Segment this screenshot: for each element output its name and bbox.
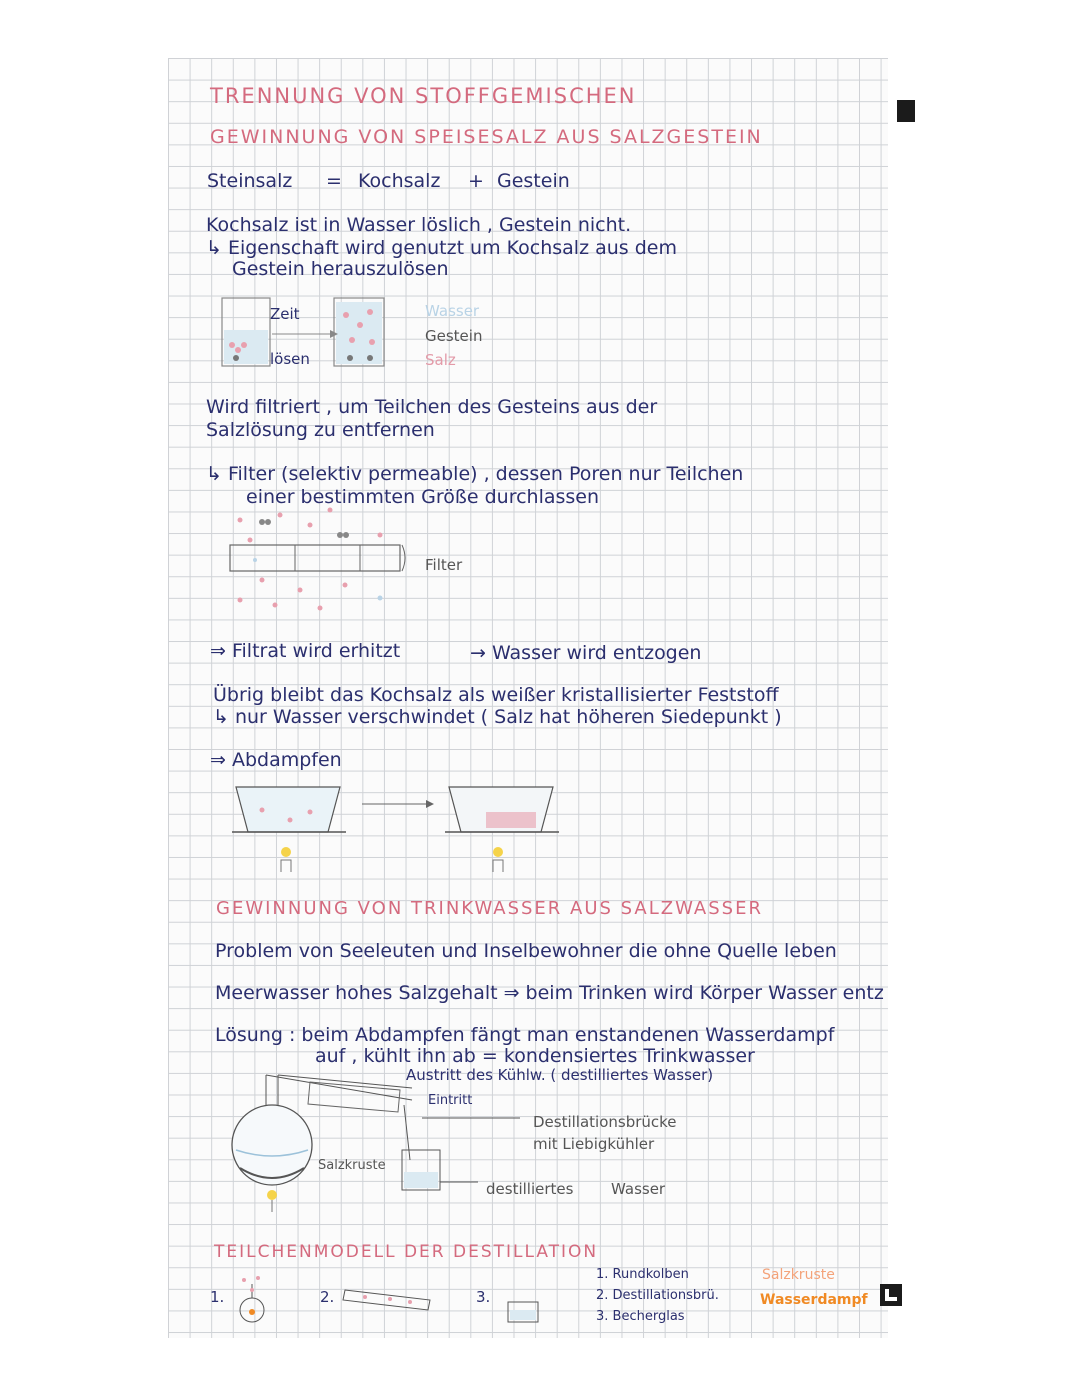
- formula-eq: =: [326, 170, 342, 192]
- filter-label: Filter: [425, 556, 463, 574]
- bruecke-label-1: Destillationsbrücke: [533, 1113, 677, 1131]
- step-3-label: 3.: [476, 1288, 491, 1306]
- formula-lhs: Steinsalz: [207, 170, 293, 192]
- text-line: Wird filtriert , um Teilchen des Gesteins aus der: [206, 396, 658, 418]
- formula-plus: +: [468, 170, 484, 192]
- step-2-label: 2.: [320, 1288, 335, 1306]
- text-line: auf , kühlt ihn ab = kondensiertes Trinkwasser: [315, 1045, 755, 1067]
- text-line: ⇒ Filtrat wird erhitzt: [210, 640, 401, 662]
- text-line: → Wasser wird entzogen: [470, 642, 702, 664]
- text-line: Übrig bleibt das Kochsalz als weißer kristallisierter Feststoff: [213, 684, 779, 706]
- text-line: Gestein herauszulösen: [232, 258, 449, 280]
- section2-heading: GEWINNUNG VON TRINKWASSER AUS SALZWASSER: [216, 898, 763, 919]
- key-salzkruste: Salzkruste: [762, 1267, 835, 1283]
- text-line: Lösung : beim Abdampfen fängt man enstandenen Wasserdampf: [215, 1024, 835, 1046]
- section3-heading: TEILCHENMODELL DER DESTILLATION: [214, 1242, 599, 1262]
- legend-item-3: 3. Becherglas: [596, 1309, 685, 1324]
- legend-wasser: Wasser: [425, 302, 480, 320]
- text-line: ↳ nur Wasser verschwindet ( Salz hat höheren Siedepunkt ): [213, 706, 782, 728]
- text-line: ↳ Filter (selektiv permeable) , dessen Poren nur Teilchen: [206, 463, 744, 485]
- legend-item-1: 1. Rundkolben: [596, 1267, 689, 1282]
- formula-rhs2: Gestein: [497, 170, 570, 192]
- text-line: Kochsalz ist in Wasser löslich , Gestein nicht.: [206, 214, 632, 236]
- text-line: Problem von Seeleuten und Inselbewohner die ohne Quelle leben: [215, 940, 837, 962]
- salzkruste-label: Salzkruste: [318, 1158, 386, 1173]
- abdampfen-label: ⇒ Abdampfen: [210, 749, 342, 771]
- page-title: TRENNUNG VON STOFFGEMISCHEN: [210, 84, 637, 108]
- loesen-label: lösen: [270, 350, 310, 368]
- text-line: Salzlösung zu entfernen: [206, 419, 435, 441]
- legend-gestein: Gestein: [425, 327, 483, 345]
- text-line: Meerwasser hohes Salzgehalt ⇒ beim Trinken wird Körper Wasser entz: [215, 982, 884, 1004]
- destilliertes-label: destilliertes: [486, 1180, 574, 1198]
- section1-heading: GEWINNUNG VON SPEISESALZ AUS SALZGESTEIN: [210, 126, 763, 148]
- text-line: einer bestimmten Größe durchlassen: [246, 486, 600, 508]
- key-wasserdampf: Wasserdampf: [760, 1292, 868, 1308]
- step-1-label: 1.: [210, 1288, 225, 1306]
- legend-item-2: 2. Destillationsbrü.: [596, 1288, 719, 1303]
- text-line: ↳ Eigenschaft wird genutzt um Kochsalz aus dem: [206, 237, 677, 259]
- wasser-label: Wasser: [611, 1180, 666, 1198]
- formula-rhs1: Kochsalz: [358, 170, 441, 192]
- legend-salz: Salz: [425, 351, 456, 369]
- bruecke-label-2: mit Liebigkühler: [533, 1135, 655, 1153]
- austritt-label: Austritt des Kühlw. ( destilliertes Wasser): [406, 1066, 714, 1084]
- zeit-label: Zeit: [270, 305, 300, 323]
- eintritt-label: Eintritt: [428, 1093, 473, 1108]
